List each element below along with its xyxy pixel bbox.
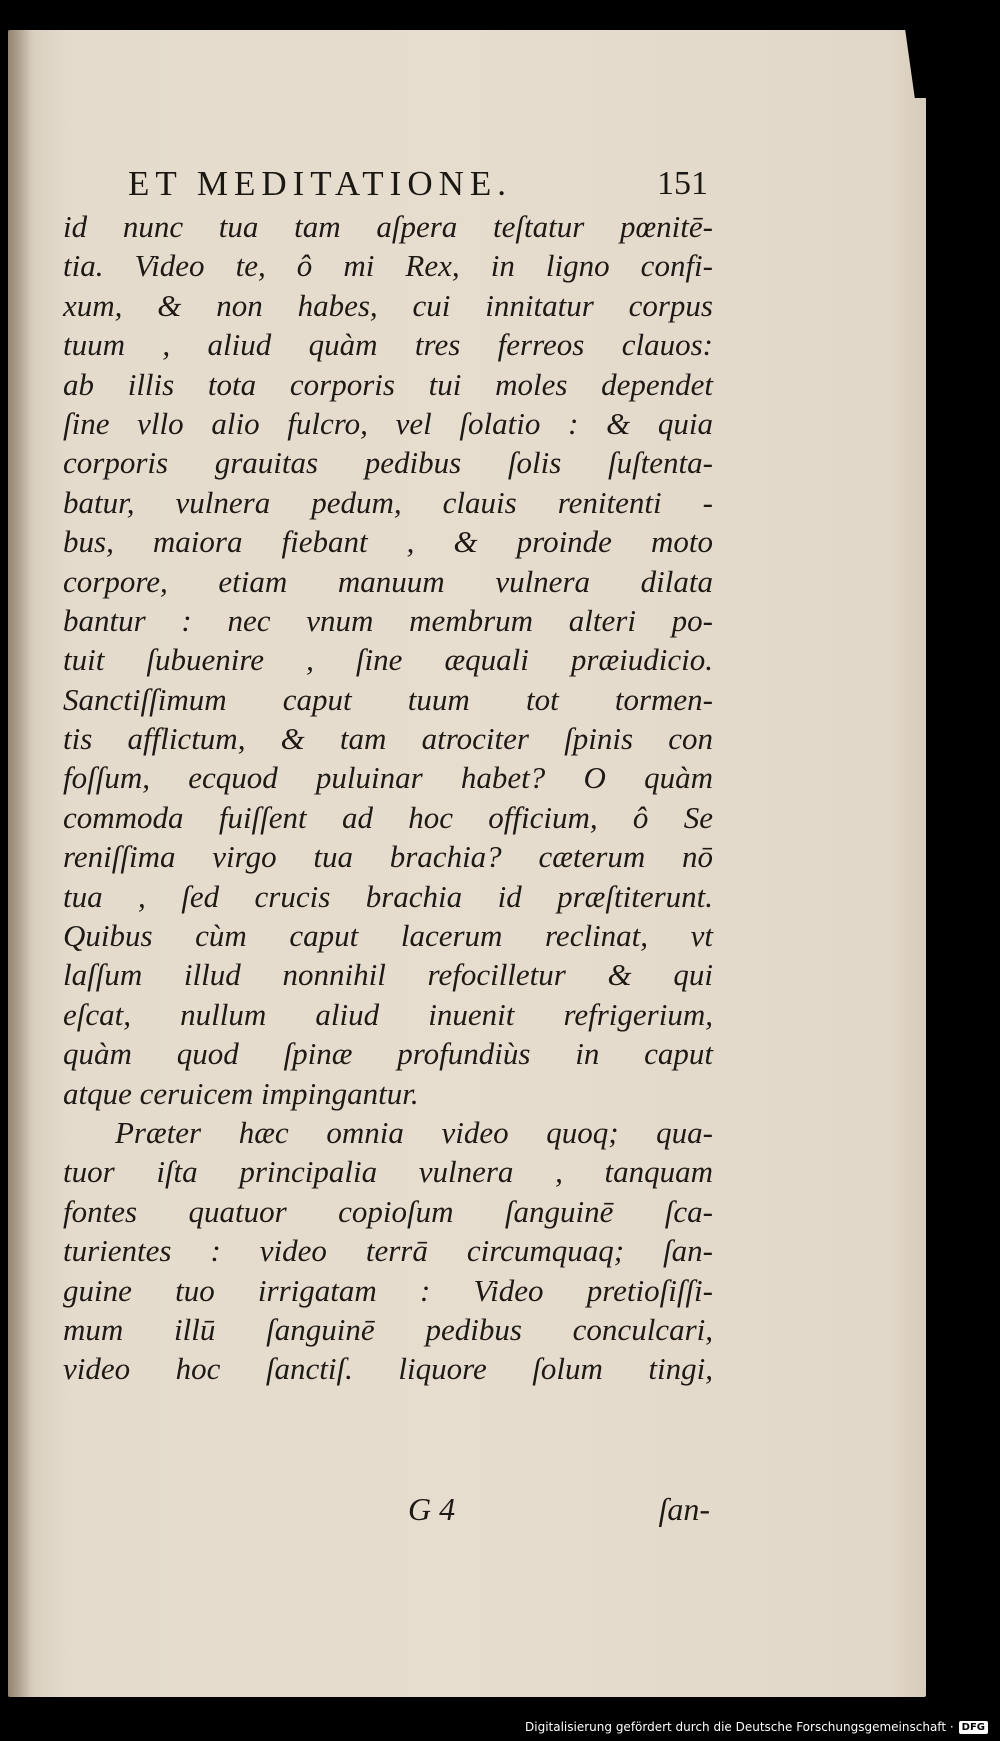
text-line: fontes quatuor copioſum ſanguinē ſca- [63,1193,713,1229]
text-line: tua , ſed crucis brachia id præſtiterunt. [63,878,713,914]
text-line: tuum , aliud quàm tres ferreos clauos: [63,327,713,363]
text-line: batur, vulnera pedum, clauis renitenti - [63,484,713,520]
text-line: tuor iſta principalia vulnera , tanquam [63,1154,713,1190]
page-footer [408,1484,710,1534]
page-header [128,158,708,210]
text-line: Præter hæc omnia video quoq; qua- [115,1114,713,1150]
text-line: mum illū ſanguinē pedibus conculcari, [63,1311,713,1347]
text-line: commoda fuiſſent ad hoc officium, ô Se [63,799,713,835]
text-line: xum, & non habes, cui innitatur corpus [63,287,713,323]
text-line: Sanctiſſimum caput tuum tot tormen- [63,681,713,717]
text-line: tuit ſubuenire , ſine æquali præiudicio. [63,642,713,678]
text-line: id nunc tua tam aſpera teſtatur pœnitē- [63,209,713,244]
text-line: reniſſima virgo tua brachia? cæterum nō [63,839,713,875]
dfg-logo: DFG [959,1721,988,1734]
text-line: laſſum illud nonnihil refocilletur & qui [63,957,713,993]
text-line: atque ceruicem impingantur. [63,1075,419,1111]
gutter-shadow [8,30,34,1697]
book-page [8,30,926,1697]
text-line: eſcat, nullum aliud inuenit refrigerium, [63,996,713,1032]
text-line: turientes : video terrā circumquaq; ſan- [63,1233,713,1269]
body-text [63,207,713,1389]
text-line: tis afflictum, & tam atrociter ſpinis con [63,721,713,757]
catchword: ſan- [658,1490,710,1527]
page-number: 151 [657,165,708,202]
credit-text: Digitalisierung gefördert durch die Deutsche Forschungsgemeinschaft · [525,1720,954,1734]
text-line: Quibus cùm caput lacerum reclinat, vt [63,918,713,954]
text-line: bus, maiora fiebant , & proinde moto [63,524,713,560]
text-line: video hoc ſanctiſ. liquore ſolum tingi, [63,1351,713,1387]
text-line: ab illis tota corporis tui moles dependet [63,366,713,402]
text-line: corporis grauitas pedibus ſolis ſuſtenta- [63,445,713,481]
text-line: ſine vllo alio fulcro, vel ſolatio : & quia [63,405,713,441]
running-title: ET MEDITATIONE. [128,164,512,203]
text-line: quàm quod ſpinæ profundiùs in caput [63,1036,713,1072]
text-line: corpore, etiam manuum vulnera dilata [63,563,713,599]
text-line: guine tuo irrigatam : Video pretioſiſſi- [63,1272,713,1308]
digitization-credit [525,1717,988,1737]
signature-mark: G 4 [408,1490,456,1527]
text-line: foſſum, ecquod puluinar habet? O quàm [63,760,713,796]
text-line: tia. Video te, ô mi Rex, in ligno confi- [63,248,713,284]
text-line: bantur : nec vnum membrum alteri po- [63,602,713,638]
